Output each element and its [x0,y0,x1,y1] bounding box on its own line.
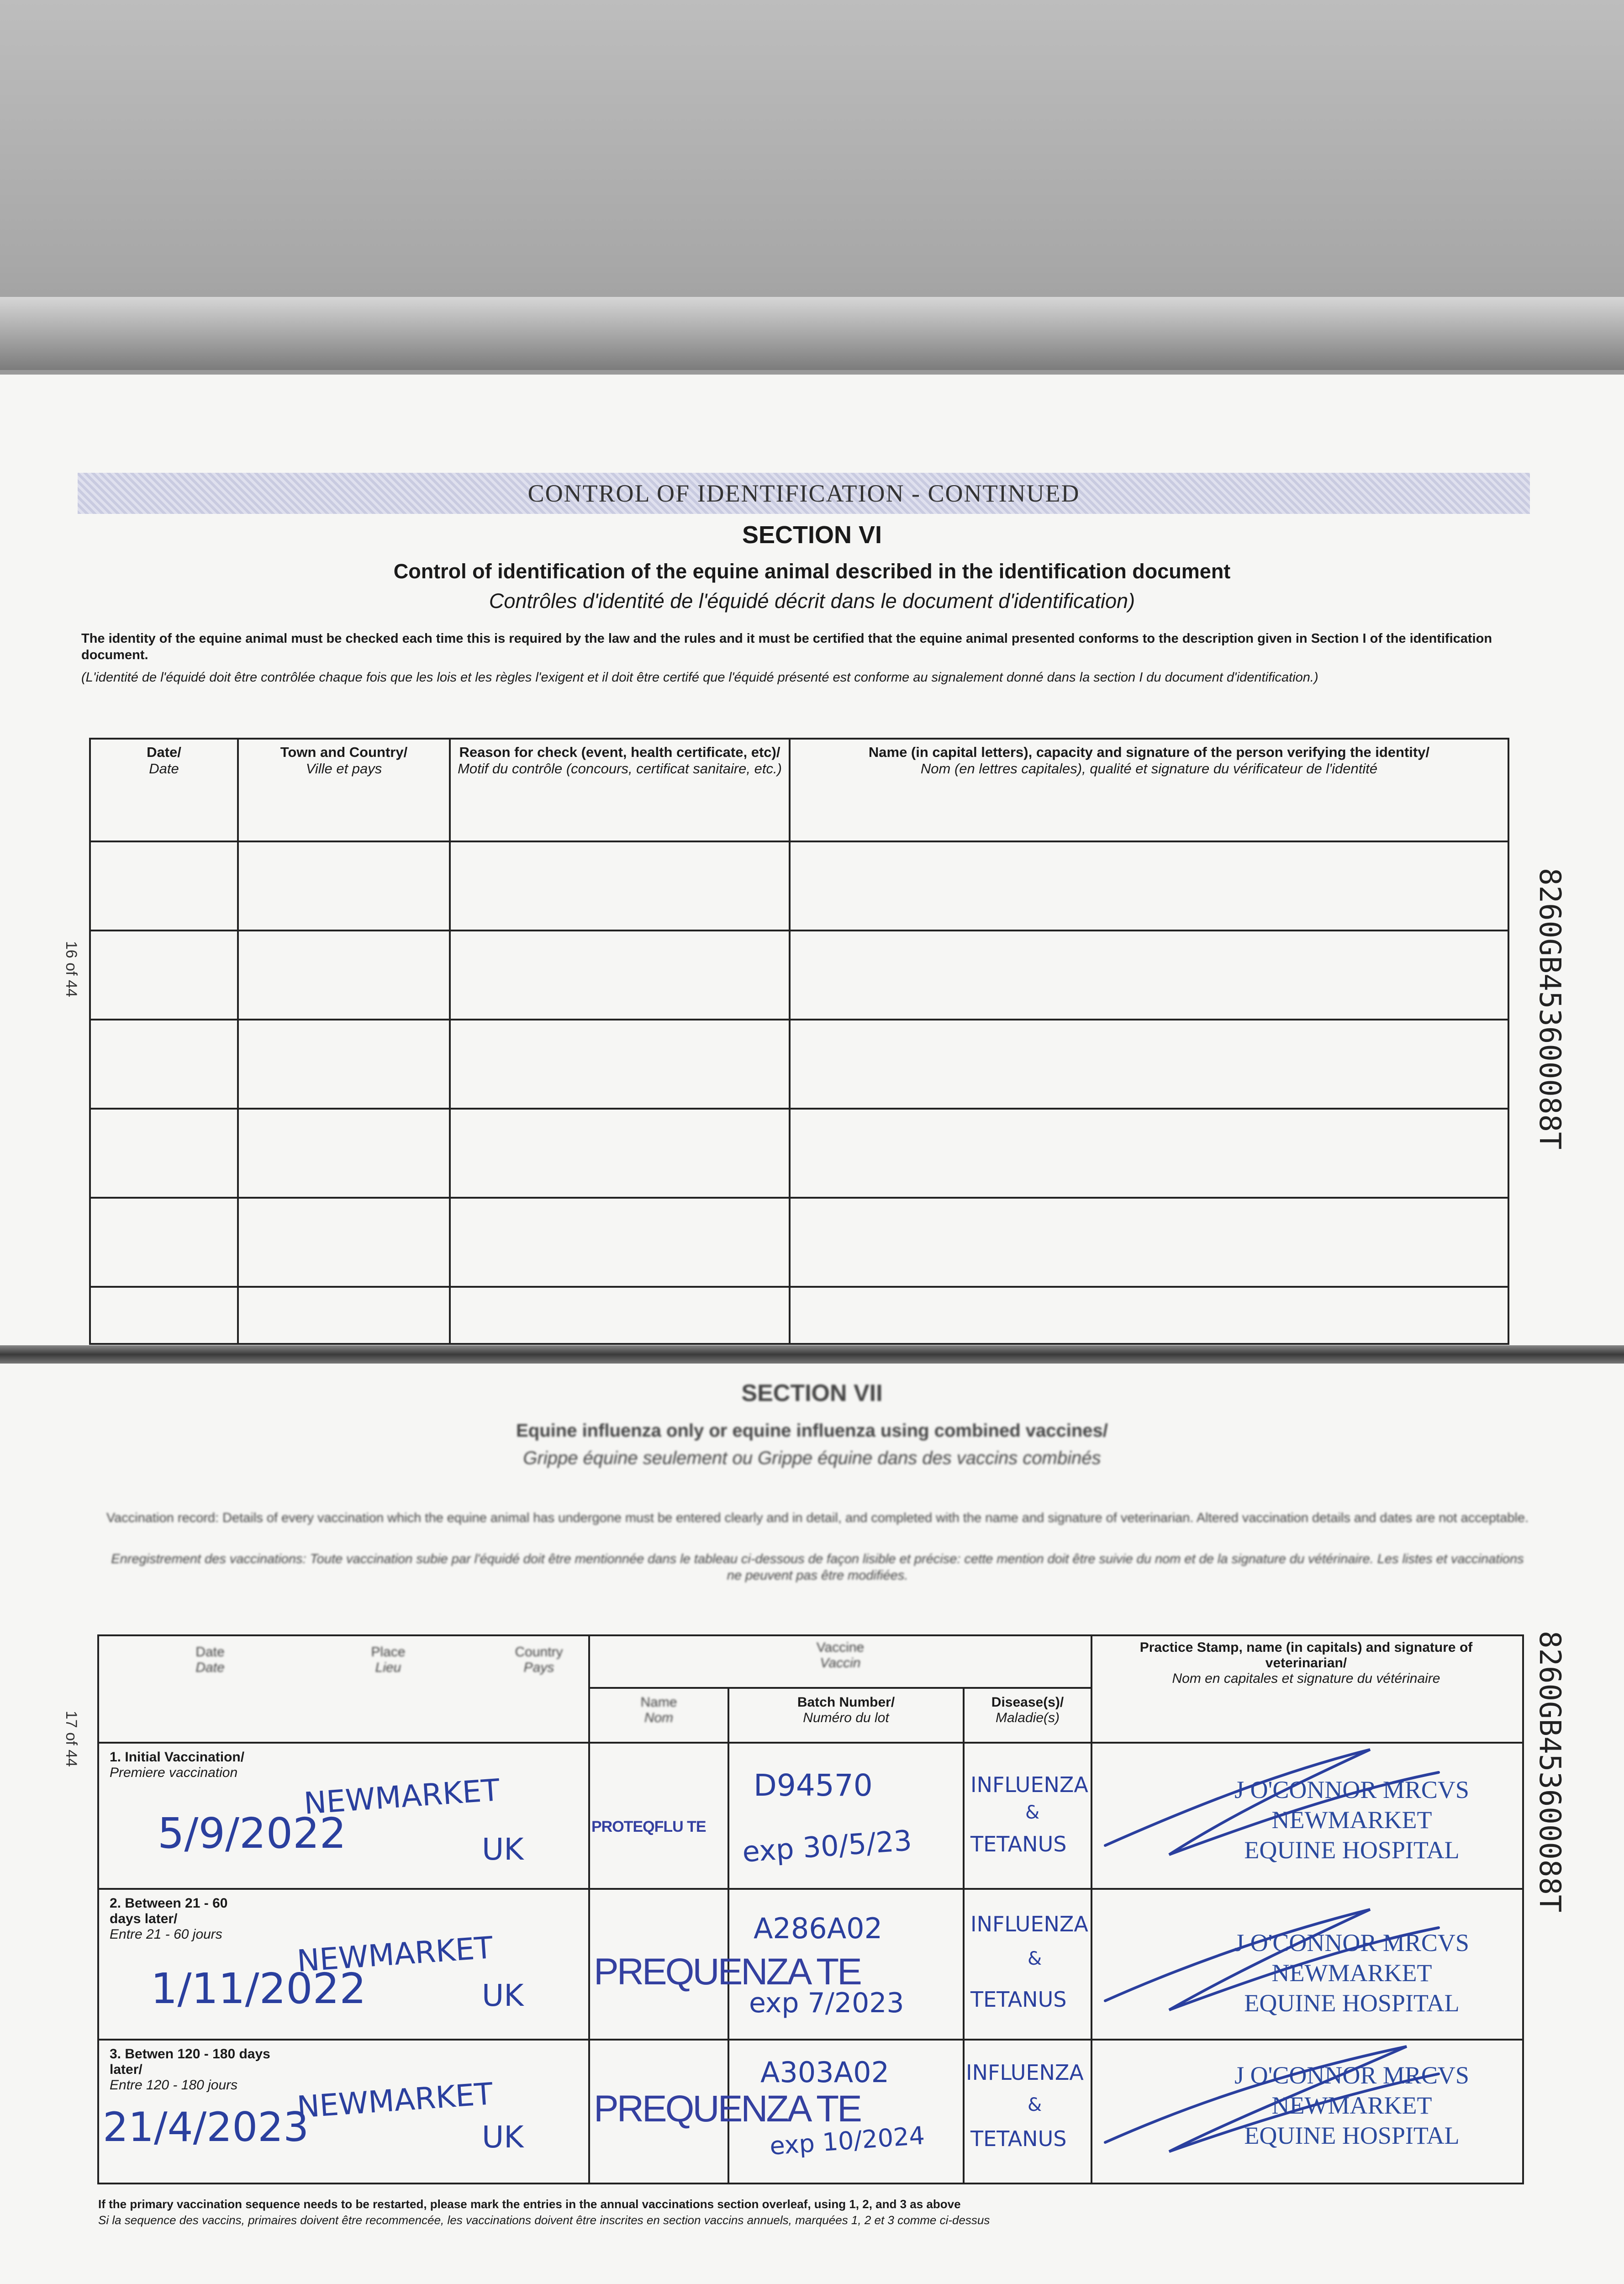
section7-subtitle-fr: Grippe équine seulement ou Grippe équine dans des vaccins combinés [523,1448,1101,1468]
row1-expiry: exp 30/5/23 [741,1824,913,1869]
header-vaccine-en: Vaccine [816,1640,865,1655]
section-banner: CONTROL OF IDENTIFICATION - CONTINUED [78,473,1530,514]
row2-label-en: 2. Between 21 - 60 days later/ [110,1896,228,1926]
row3-disease2: TETANUS [970,2126,1067,2151]
row3-stamp-practice: EQUINE HOSPITAL [1244,2122,1460,2149]
row3-disease1: INFLUENZA [966,2060,1084,2085]
section6-subtitle-fr: Contrôles d'identité de l'équidé décrit dans le document d'identification) [489,589,1135,613]
row3-vaccine: PREQUENZA TE [594,2088,860,2130]
row1-disease-and: & [1025,1802,1040,1823]
header-place-fr: Lieu [375,1660,401,1675]
row2-disease2: TETANUS [970,1987,1067,2012]
header-country-en: Country [515,1644,563,1660]
row3-disease-and: & [1028,2094,1042,2115]
col-reason-en: Reason for check (event, health certificate, etc)/ [459,744,780,760]
row1-place: NEWMARKET [302,1772,501,1821]
header-batch-en: Batch Number/ [797,1695,895,1710]
signature-scribble-row3 [1105,2046,1439,2152]
document-number-lower: 8260GB453600088T [1533,1631,1566,1913]
col-reason-fr: Motif du contrôle (concours, certificat sanitaire, etc.) [458,761,782,777]
row2-country: UK [482,1978,524,2013]
col-date-fr: Date [149,761,179,777]
header-date-fr: Date [195,1660,225,1675]
row1-label-fr: Premiere vaccination [110,1765,238,1780]
row3-date: 21/4/2023 [103,2104,309,2151]
row1-stamp-town: NEWMARKET [1271,1806,1432,1834]
footer-note-fr: Si la sequence des vaccins, primaires doivent être recommencée, les vaccinations doivent être inscrites en section vaccins annuels, marquées 1, 2 et 3 comme ci-dessus [98,2213,990,2227]
header-name-fr: Nom [644,1710,674,1725]
document-number-upper: 8260GB453600088T [1533,868,1566,1150]
header-country-fr: Pays [523,1660,554,1675]
section7-title: SECTION VII [741,1380,883,1406]
col-verifier-fr: Nom (en lettres capitales), qualité et signature du vérificateur de l'identité [920,761,1378,777]
section7-subtitle-en: Equine influenza only or equine influenza using combined vaccines/ [516,1421,1108,1441]
page-number-upper: 16 of 44 [63,941,80,997]
row3-place: NEWMARKET [295,2076,494,2125]
row1-label-en: 1. Initial Vaccination/ [110,1750,245,1765]
row3-batch: A303A02 [760,2056,890,2089]
row2-disease1: INFLUENZA [970,1912,1088,1936]
row1-country: UK [482,1832,524,1867]
row2-place: NEWMARKET [295,1930,494,1979]
row3-stamp-town: NEWMARKET [1271,2092,1432,2119]
row1-date: 5/9/2022 [158,1809,347,1858]
row3-stamp-vet: J O'CONNOR MRCVS [1234,2062,1469,2089]
row3-label-fr: Entre 120 - 180 jours [110,2078,238,2093]
col-verifier-en: Name (in capital letters), capacity and signature of the person verifying the identity/ [868,744,1430,760]
section7-record-en: Vaccination record: Details of every vaccination which the equine animal has undergone must be entered clearly and in detail, and completed with the name and signature of veterinarian. Altered vaccination details and dates are not acceptable. [106,1511,1529,1525]
header-disease-en: Disease(s)/ [991,1695,1064,1710]
row2-disease-and: & [1028,1948,1042,1969]
col-town-en: Town and Country/ [280,744,408,760]
header-batch-fr: Numéro du lot [803,1710,889,1725]
header-place-en: Place [371,1644,406,1660]
row2-stamp-vet: J O'CONNOR MRCVS [1234,1929,1469,1956]
section6-instructions-fr: (L'identité de l'équidé doit être contrôlée chaque fois que les lois et les règles l'exigent et il doit être certifé que l'équidé présenté est conforme au signalement donné dans la section I du document d'identification.) [81,670,1318,685]
section7-record-fr: Enregistrement des vaccinations: Toute vaccination subie par l'équidé doit être mentionnée dans le tableau ci-dessous de façon lisible et précise: cette mention doit être suivie du nom et de la signature du vétérinaire. Les listes et vaccinations ne peuvent pas être modifiées. [111,1552,1524,1583]
row3-country: UK [482,2120,524,2155]
signature-scribble-row1 [1105,1750,1439,1855]
footer-note-en: If the primary vaccination sequence needs to be restarted, please mark the entries in the annual vaccinations section overleaf, using 1, 2, and 3 as above [98,2197,961,2211]
row2-stamp-practice: EQUINE HOSPITAL [1244,1989,1460,2017]
row1-stamp-practice: EQUINE HOSPITAL [1244,1836,1460,1864]
row2-stamp-town: NEWMARKET [1271,1959,1432,1987]
row2-label-fr: Entre 21 - 60 jours [110,1927,222,1942]
row3-label-en: 3. Betwen 120 - 180 days later/ [110,2046,270,2077]
row2-vaccine: PREQUENZA TE [594,1951,860,1993]
row1-disease2: TETANUS [970,1832,1067,1856]
row2-batch: A286A02 [754,1912,883,1945]
header-date-en: Date [195,1644,225,1660]
col-date-en: Date/ [147,744,181,760]
header-disease-fr: Maladie(s) [995,1710,1060,1725]
section6-subtitle-en: Control of identification of the equine animal described in the identification document [393,560,1231,583]
page-number-lower: 17 of 44 [63,1711,80,1767]
header-stamp-fr: Nom en capitales et signature du vétérinaire [1172,1671,1440,1686]
header-name-en: Name [640,1695,677,1710]
section6-title: SECTION VI [742,521,882,549]
row2-expiry: exp 7/2023 [749,1987,904,2019]
signature-scribble-row2 [1105,1909,1439,2010]
header-vaccine-fr: Vaccin [820,1655,861,1671]
row1-vaccine: PROTEQFLU TE [591,1818,706,1835]
row1-batch: D94570 [754,1768,873,1803]
section6-instructions-en: The identity of the equine animal must be checked each time this is required by the law and the rules and it must be certified that the equine animal presented conforms to the description given in Section I of the identification document. [81,631,1492,662]
row1-disease1: INFLUENZA [970,1772,1088,1797]
row1-stamp-vet: J O'CONNOR MRCVS [1234,1776,1469,1803]
col-town-fr: Ville et pays [306,761,382,777]
row2-date: 1/11/2022 [151,1964,366,2013]
row3-expiry: exp 10/2024 [769,2121,926,2161]
header-stamp-en: Practice Stamp, name (in capitals) and signature of veterinarian/ [1139,1640,1473,1671]
